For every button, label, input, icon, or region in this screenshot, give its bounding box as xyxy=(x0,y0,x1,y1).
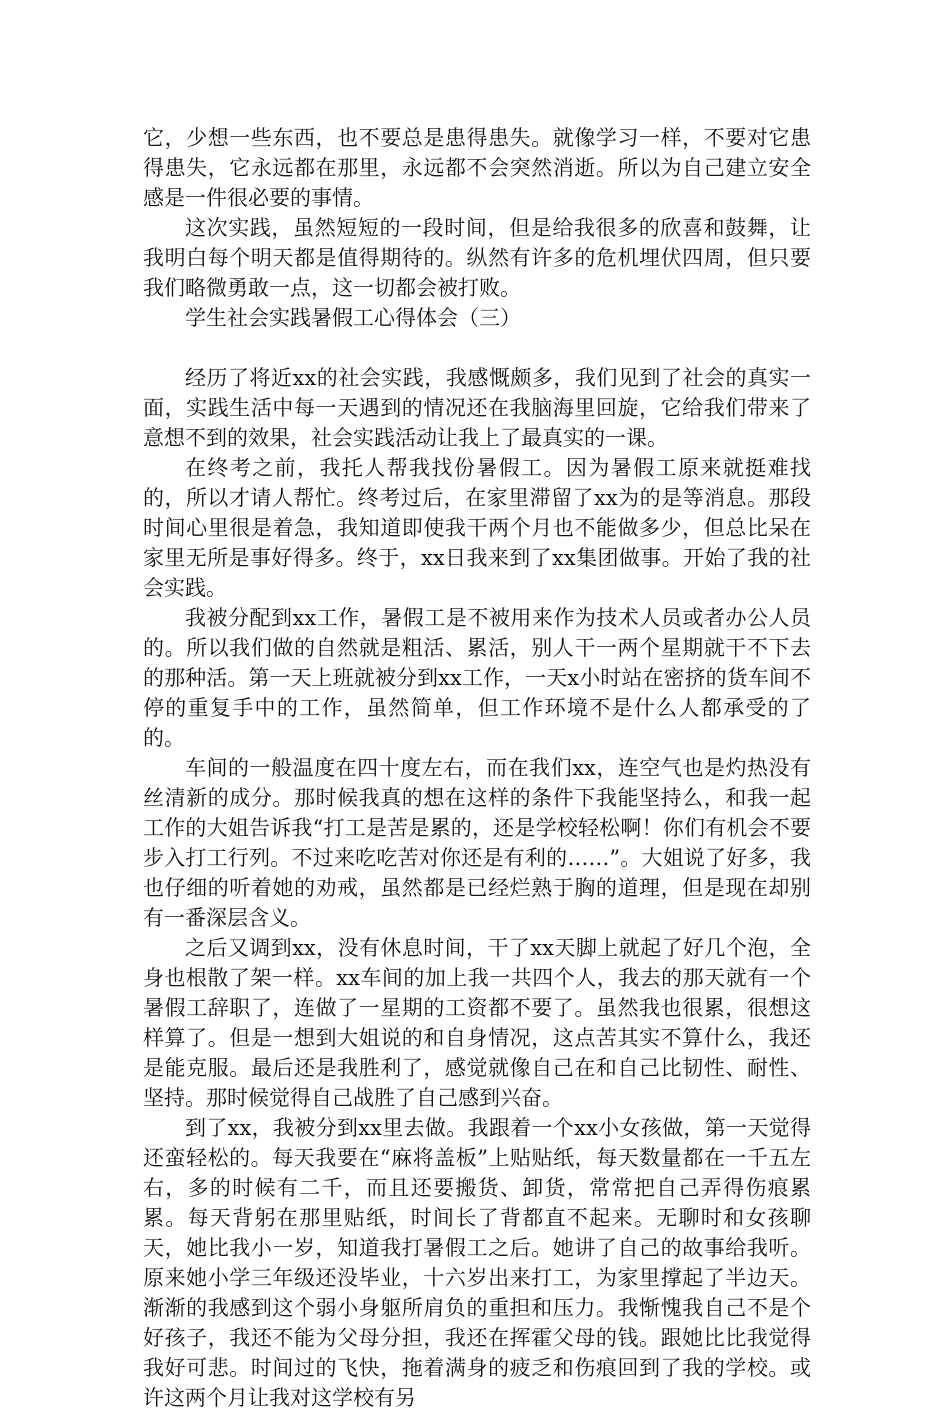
document-body xyxy=(143,123,811,1413)
paragraph: 经历了将近xx的社会实践，我感慨颇多，我们见到了社会的真实一面，实践生活中每一天遇到的情况还在我脑海里回旋，它给我们带来了意想不到的效果，社会实践活动让我上了最真实的一课。 xyxy=(143,366,811,450)
paragraph-continued: 它，少想一些东西，也不要总是患得患失。就像学习一样，不要对它患得患失，它永远都在那里，永远都不会突然消逝。所以为自己建立安全感是一件很必要的事情。 xyxy=(143,126,811,210)
paragraph: 我被分配到xx工作，暑假工是不被用来作为技术人员或者办公人员的。所以我们做的自然就是粗活、累活，别人干一两个星期就干不下去的那种活。第一天上班就被分到xx工作，一天x小时站在密挤的货车间不停的重复手中的工作，虽然简单，但工作环境不是什么人都承受的了的。 xyxy=(143,606,811,750)
paragraph: 到了xx，我被分到xx里去做。我跟着一个xx小女孩做，第一天觉得还蛮轻松的。每天我要在“麻将盖板”上贴贴纸，每天数量都在一千五左右，多的时候有二千，而且还要搬货、卸货，常常把自己弄得伤痕累累。每天背躬在那里贴纸，时间长了背都直不起来。无聊时和女孩聊天，她比我小一岁，知道我打暑假工之后。她讲了自己的故事给我听。原来她小学三年级还没毕业，十六岁出来打工，为家里撑起了半边天。渐渐的我感到这个弱小身躯所肩负的重担和压力。我惭愧我自己不是个好孩子，我还不能为父母分担，我还在挥霍父母的钱。跟她比比我觉得我好可悲。时间过的飞快，拖着满身的疲乏和伤痕回到了我的学校。或许这两个月让我对这学校有另 xyxy=(143,1116,811,1410)
paragraph: 这次实践，虽然短短的一段时间，但是给我很多的欣喜和鼓舞，让我明白每个明天都是值得期待的。纵然有许多的危机埋伏四周，但只要我们略微勇敢一点，这一切都会被打败。 xyxy=(143,216,811,300)
paragraph: 车间的一般温度在四十度左右，而在我们xx，连空气也是灼热没有丝清新的成分。那时候我真的想在这样的条件下我能坚持么，和我一起工作的大姐告诉我“打工是苦是累的，还是学校轻松啊！你们有机会不要步入打工行列。不过来吃吃苦对你还是有利的……”。大姐说了好多，我也仔细的听着她的劝戒，虽然都是已经烂熟于胸的道理，但是现在却别有一番深层含义。 xyxy=(143,756,811,930)
section-heading: 学生社会实践暑假工心得体会（三） xyxy=(185,306,521,330)
paragraph: 之后又调到xx，没有休息时间，干了xx天脚上就起了好几个泡，全身也根散了架一样。xx车间的加上我一共四个人，我去的那天就有一个暑假工辞职了，连做了一星期的工资都不要了。虽然我也很累，很想这样算了。但是一想到大姐说的和自身情况，这点苦其实不算什么，我还是能克服。最后还是我胜利了，感觉就像自己在和自己比韧性、耐性、坚持。那时候觉得自己战胜了自己感到兴奋。 xyxy=(143,936,811,1110)
blank-line xyxy=(143,333,811,363)
paragraph: 在终考之前，我托人帮我找份暑假工。因为暑假工原来就挺难找的，所以才请人帮忙。终考过后，在家里滞留了xx为的是等消息。那段时间心里很是着急，我知道即使我干两个月也不能做多少，但总比呆在家里无所是事好得多。终于，xx日我来到了xx集团做事。开始了我的社会实践。 xyxy=(143,456,811,600)
